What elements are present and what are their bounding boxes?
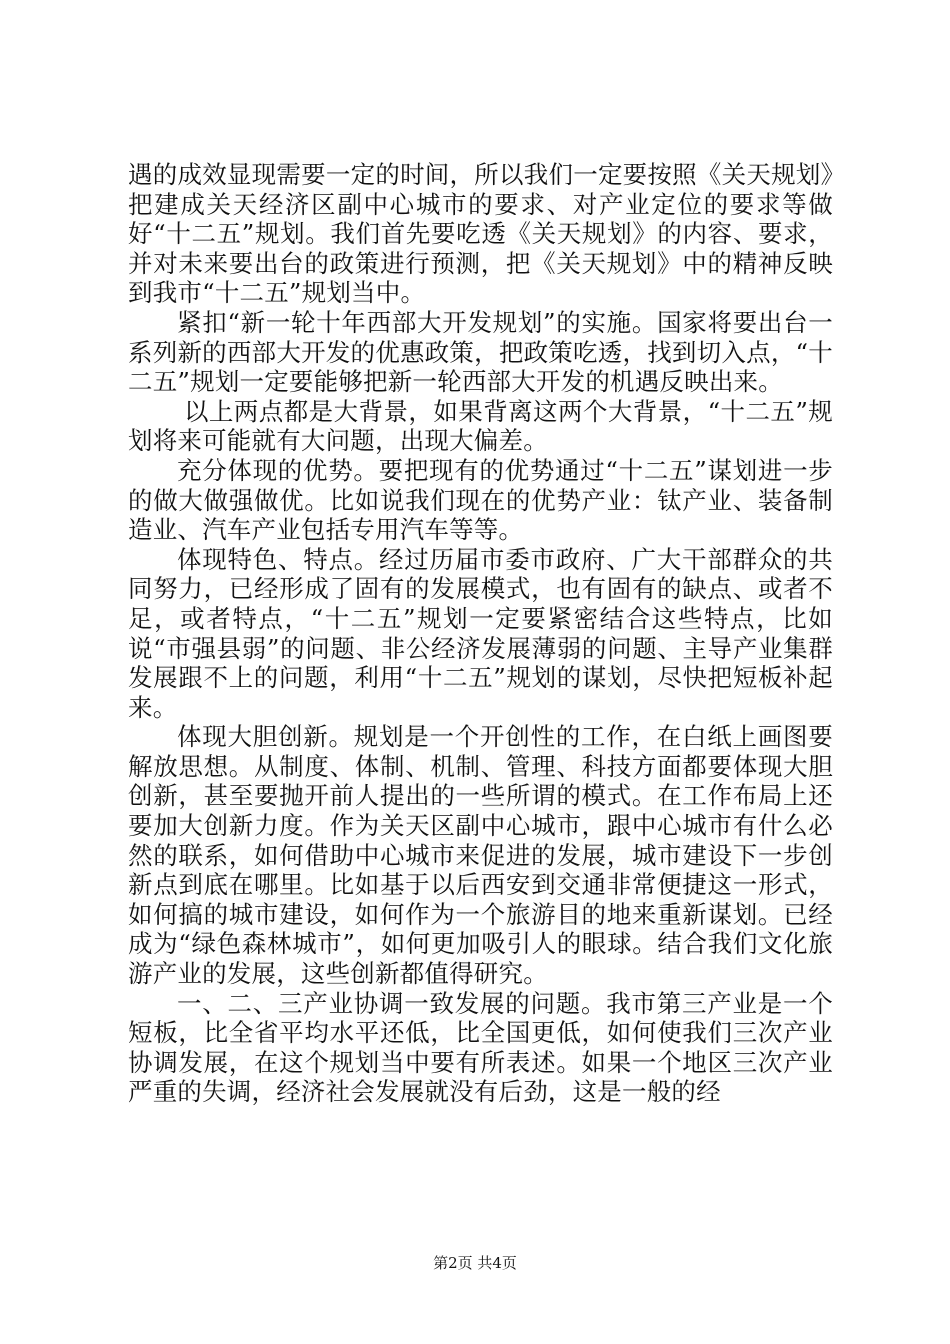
paragraph-advantages: 充分体现的优势。要把现有的优势通过“十二五”谋划进一步的做大做强做优。比如说我们现在的优势产业：钛产业、装备制造业、汽车产业包括专用汽车等等。 — [128, 455, 833, 545]
paragraph-background: 以上两点都是大背景，如果背离这两个大背景，“十二五”规划将来可能就有大问题，出现大偏差。 — [128, 396, 833, 456]
paragraph-western-development: 紧扣“新一轮十年西部大开发规划”的实施。国家将要出台一系列新的西部大开发的优惠政策，把政策吃透，找到切入点，“十二五”规划一定要能够把新一轮西部大开发的机遇反映出来。 — [128, 307, 833, 397]
paragraph-continued: 遇的成效显现需要一定的时间，所以我们一定要按照《关天规划》把建成关天经济区副中心城市的要求、对产业定位的要求等做好“十二五”规划。我们首先要吃透《关天规划》的内容、要求，并对未来要出台的政策进行预测，把《关天规划》中的精神反映到我市“十二五”规划当中。 — [128, 160, 833, 308]
paragraph-industry-coordination: 一、二、三产业协调一致发展的问题。我市第三产业是一个短板，比全省平均水平还低，比全国更低，如何使我们三次产业协调发展，在这个规划当中要有所表述。如果一个地区三次产业严重的失调，经济社会发展就没有后劲，这是一般的经 — [128, 988, 833, 1107]
page-number-footer: 第2页 共4页 — [433, 1254, 517, 1272]
paragraph-characteristics: 体现特色、特点。经过历届市委市政府、广大干部群众的共同努力，已经形成了固有的发展模式，也有固有的缺点、或者不足，或者特点，“十二五”规划一定要紧密结合这些特点，比如说“市强县弱”的问题、非公经济发展薄弱的问题、主导产业集群发展跟不上的问题，利用“十二五”规划的谋划，尽快把短板补起来。 — [128, 544, 833, 722]
paragraph-innovation: 体现大胆创新。规划是一个开创性的工作，在白纸上画图要解放思想。从制度、体制、机制、管理、科技方面都要体现大胆创新，甚至要抛开前人提出的一些所谓的模式。在工作布局上还要加大创新力度。作为关天区副中心城市，跟中心城市有什么必然的联系，如何借助中心城市来促进的发展，城市建设下一步创新点到底在哪里。比如基于以后西安到交通非常便捷这一形式，如何搞的城市建设，如何作为一个旅游目的地来重新谋划。已经成为“绿色森林城市”，如何更加吸引人的眼球。结合我们文化旅游产业的发展，这些创新都值得研究。 — [128, 722, 833, 989]
document-body — [128, 160, 833, 1107]
